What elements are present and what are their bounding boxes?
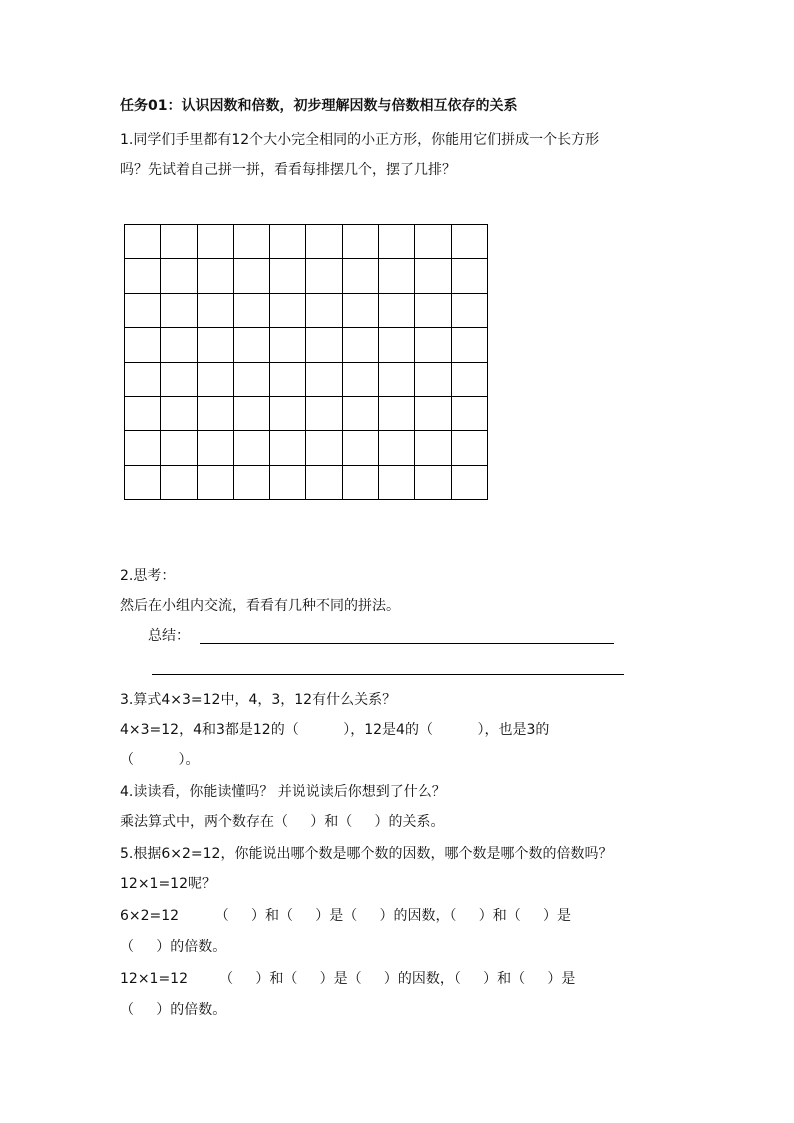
grid-cell [161, 431, 197, 465]
grid-cell [198, 431, 234, 465]
grid-cell [125, 259, 161, 293]
question-2-text: 然后在小组内交流，看看有几种不同的拼法。 [120, 598, 400, 614]
grid-cell [306, 397, 342, 431]
grid-cell [234, 225, 270, 259]
grid-cell [379, 225, 415, 259]
grid-cell [234, 328, 270, 362]
question-4-line-2: 乘法算式中，两个数存在（ ）和（ ）的关系。 [120, 814, 445, 830]
grid-cell [379, 397, 415, 431]
grid-cell [234, 259, 270, 293]
grid-cell [379, 431, 415, 465]
question-2-label: 2.思考： [120, 568, 176, 584]
grid-cell [234, 466, 270, 500]
grid-cell [161, 363, 197, 397]
grid-cell [379, 363, 415, 397]
grid-cell [270, 466, 306, 500]
grid-cell [306, 431, 342, 465]
grid-cell [161, 328, 197, 362]
grid-cell [343, 363, 379, 397]
question-5-line-1: 5.根据6×2=12，你能说出哪个数是哪个数的因数，哪个数是哪个数的倍数吗？ [120, 846, 613, 862]
grid-cell [343, 466, 379, 500]
question-1-line-1: 1.同学们手里都有12个大小完全相同的小正方形，你能用它们拼成一个长方形 [120, 132, 600, 148]
grid-cell [306, 466, 342, 500]
question-5-line-4: （ ）的倍数。 [120, 939, 227, 955]
grid-cell [306, 259, 342, 293]
grid-cell [452, 328, 488, 362]
grid-cell [125, 397, 161, 431]
grid-cell [234, 363, 270, 397]
question-3-line-1: 3.算式4×3=12中，4，3，12有什么关系？ [120, 692, 397, 708]
grid-cell [306, 294, 342, 328]
grid-cell [379, 466, 415, 500]
grid-cell [452, 363, 488, 397]
question-5-line-3: 6×2=12 （ ）和（ ）是（ ）的因数，（ ）和（ ）是 [120, 908, 571, 924]
grid-cell [415, 225, 451, 259]
grid-cell [161, 397, 197, 431]
grid-cell [234, 397, 270, 431]
grid-cell [379, 259, 415, 293]
grid-cell [415, 294, 451, 328]
grid-cell [343, 328, 379, 362]
grid-cell [415, 466, 451, 500]
grid-cell [125, 294, 161, 328]
grid-cell [452, 397, 488, 431]
grid-cell [343, 259, 379, 293]
grid-cell [379, 328, 415, 362]
grid-cell [198, 328, 234, 362]
grid-cell [161, 225, 197, 259]
grid-cell [270, 225, 306, 259]
grid-cell [452, 431, 488, 465]
grid-cell [379, 294, 415, 328]
grid-cell [198, 294, 234, 328]
grid-cell [234, 294, 270, 328]
grid-cell [415, 363, 451, 397]
grid-cell [306, 328, 342, 362]
grid-cell [125, 225, 161, 259]
grid-cell [198, 363, 234, 397]
grid-cell [270, 431, 306, 465]
grid-cell [343, 225, 379, 259]
task-title: 任务01：认识因数和倍数，初步理解因数与倍数相互依存的关系 [120, 98, 518, 114]
grid-cell [415, 259, 451, 293]
grid-cell [452, 225, 488, 259]
grid-cell [452, 466, 488, 500]
grid-cell [270, 294, 306, 328]
grid-cell [415, 431, 451, 465]
question-5-line-5: 12×1=12 （ ）和（ ）是（ ）的因数，（ ）和（ ）是 [120, 971, 576, 987]
summary-label: 总结： [148, 628, 190, 644]
grid-cell [452, 294, 488, 328]
grid-cell [343, 294, 379, 328]
question-1-line-2: 吗？先试着自己拼一拼，看看每排摆几个，摆了几排？ [120, 162, 456, 178]
grid-cell [270, 259, 306, 293]
grid-cell [415, 328, 451, 362]
question-3-line-3: （ ）。 [120, 752, 200, 768]
summary-blank-line-1[interactable] [200, 643, 614, 644]
grid-cell [343, 397, 379, 431]
square-grid [124, 224, 488, 500]
grid-cell [415, 397, 451, 431]
grid-cell [125, 328, 161, 362]
grid-cell [198, 259, 234, 293]
grid-cell [452, 259, 488, 293]
grid-cell [343, 431, 379, 465]
question-5-line-2: 12×1=12呢？ [120, 876, 216, 892]
grid-cell [125, 363, 161, 397]
grid-cell [306, 225, 342, 259]
grid-cell [198, 225, 234, 259]
grid-cell [270, 328, 306, 362]
question-4-line-1: 4.读读看，你能读懂吗？ 并说说读后你想到了什么？ [120, 784, 446, 800]
grid-cell [270, 363, 306, 397]
question-3-line-2: 4×3=12，4和3都是12的（ ），12是4的（ ），也是3的 [120, 722, 550, 738]
grid-cell [198, 466, 234, 500]
grid-cell [270, 397, 306, 431]
grid-cell [125, 466, 161, 500]
grid-cell [234, 431, 270, 465]
summary-blank-line-2[interactable] [152, 674, 624, 675]
grid-cell [161, 259, 197, 293]
grid-cell [125, 431, 161, 465]
grid-cell [161, 294, 197, 328]
grid-cell [198, 397, 234, 431]
grid-cell [161, 466, 197, 500]
question-5-line-6: （ ）的倍数。 [120, 1002, 227, 1018]
grid-cell [306, 363, 342, 397]
